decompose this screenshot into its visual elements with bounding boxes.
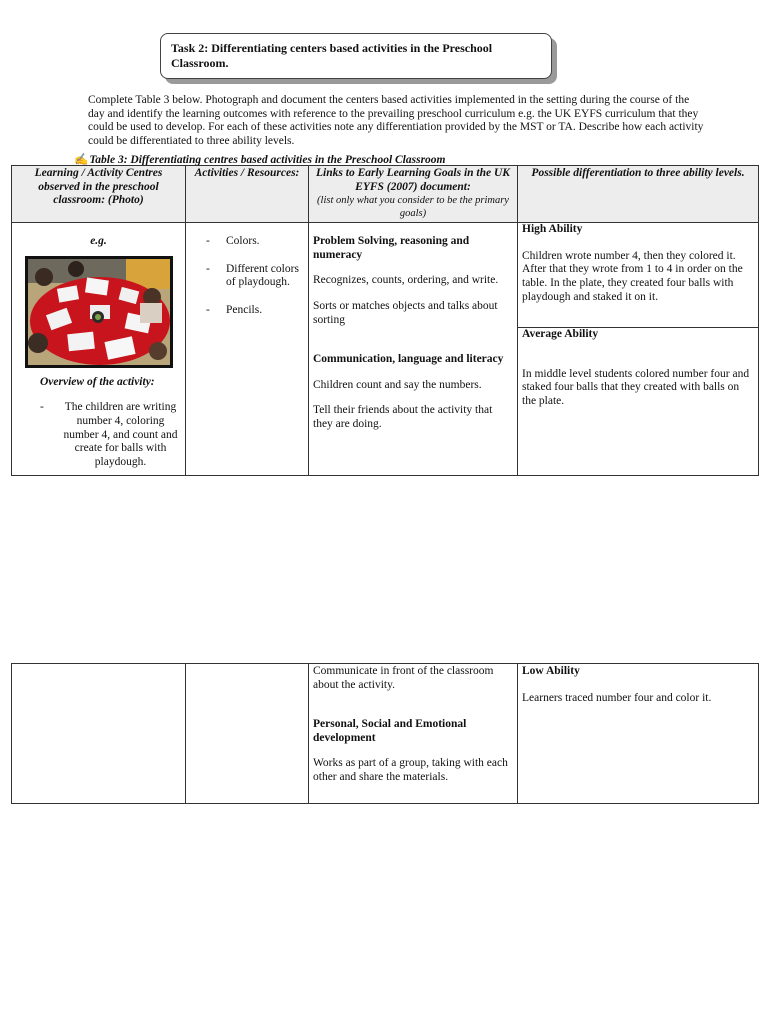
header-goals-main: Links to Early Learning Goals in the UK EYFS (2007) document: (316, 167, 510, 193)
average-ability-text: In middle level students colored number four and staked four balls that they created with balls on the plate. (522, 367, 750, 407)
goal-text: Sorts or matches objects and talks about sorting (313, 299, 498, 326)
resource-pencils: Pencils. (226, 303, 263, 316)
header-early-learning-goals (309, 166, 518, 223)
activity-centre-cell (12, 223, 186, 476)
learning-goals-cell (309, 664, 518, 804)
list-item (206, 263, 304, 290)
table-caption (74, 152, 446, 166)
differentiation-cell (518, 664, 759, 804)
bullet-dash: - (206, 262, 210, 275)
goal-text: Communicate in front of the classroom about the activity. (313, 665, 494, 691)
bullet-dash: - (206, 235, 210, 248)
goal-text: Works as part of a group, taking with each other and share the materials. (313, 757, 508, 783)
header-differentiation: Possible differentiation to three ability levels. (518, 166, 759, 223)
activities-table (11, 165, 759, 476)
low-ability-text: Learners traced number four and color it. (522, 691, 712, 704)
low-ability-section (518, 664, 758, 705)
table-header-row (12, 166, 759, 223)
average-ability-label: Average Ability (522, 328, 599, 341)
differentiation-cell (518, 223, 759, 476)
task-title: Task 2: Differentiating centers based activities in the Preschool Classroom. (171, 41, 493, 70)
bullet-dash: - (40, 401, 44, 414)
table-caption-text: Table 3: Differentiating centres based activities in the Preschool Classroom (89, 154, 446, 166)
header-goals-sub: (list only what you consider to be the primary goals) (317, 195, 509, 220)
activities-table-continued (11, 663, 759, 804)
overview-bullet (16, 401, 181, 469)
goal-text: Children count and say the numbers. (313, 378, 482, 391)
overview-label: Overview of the activity: (40, 375, 155, 388)
example-label: e.g. (90, 235, 107, 248)
resource-playdough: Different colors of playdough. (226, 262, 299, 289)
resources-cell (186, 223, 309, 476)
classroom-photo (25, 256, 173, 368)
header-activity-centres: Learning / Activity Centres observed in the preschool classroom: (Photo) (12, 166, 186, 223)
list-item (206, 304, 304, 318)
high-ability-text: Children wrote number 4, then they colored it. After that they wrote from 1 to 4 in order on the table. In the plate, they created four balls with playdough and staked it on it. (522, 249, 743, 303)
overview-text: The children are writing number 4, coloring number 4, and count and create for balls with playdough. (63, 401, 178, 468)
classroom-photo-image (28, 259, 170, 365)
table-row (12, 664, 759, 804)
goal-text: Recognizes, counts, ordering, and write. (313, 274, 499, 287)
learning-goals-cell (309, 223, 518, 476)
goal-heading-personal-social: Personal, Social and Emotional development (313, 718, 467, 744)
activity-centre-cell-empty (12, 664, 186, 804)
list-item (206, 235, 304, 249)
bullet-dash: - (206, 303, 210, 316)
resources-cell-empty (186, 664, 309, 804)
table-row (12, 223, 759, 476)
task-title-box (160, 33, 552, 79)
high-ability-label: High Ability (522, 223, 583, 236)
goal-text: Tell their friends about the activity that they are doing. (313, 404, 493, 430)
pencil-icon: ✍ (74, 154, 89, 166)
resource-colors: Colors. (226, 235, 260, 248)
instructions-paragraph: Complete Table 3 below. Photograph and document the centers based activities implemented in the setting during the course of the day and identify the learning outcomes with reference to the prevailing preschool curriculum e.g. the UK EYFS curriculum that they could be used to develop. For each of these activities note any differentiation provided by the MST or TA. Describe how each activity could be differentiated to three ability levels. (88, 94, 704, 147)
high-ability-section (518, 223, 758, 328)
goal-heading-numeracy: Problem Solving, reasoning and numeracy (313, 235, 470, 261)
goal-heading-communication: Communication, language and literacy (313, 353, 504, 366)
low-ability-label: Low Ability (522, 665, 580, 677)
header-resources: Activities / Resources: (186, 166, 309, 223)
average-ability-section (518, 328, 758, 408)
